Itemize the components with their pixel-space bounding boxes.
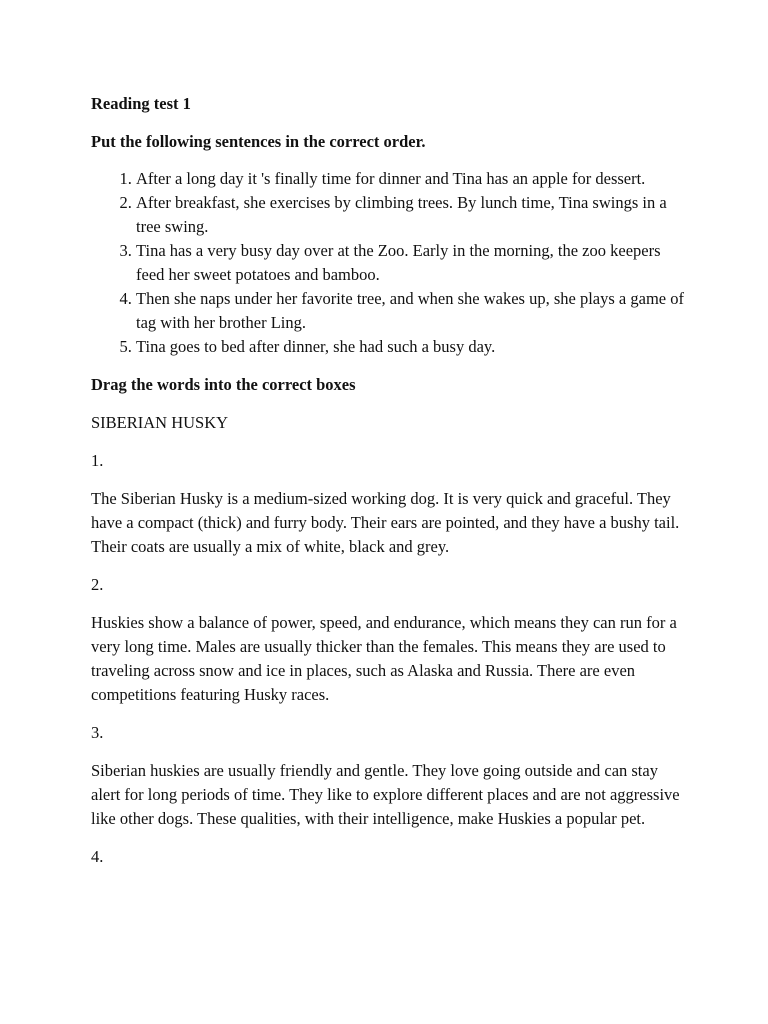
section-number-1: 1. [91, 451, 104, 470]
section-paragraph-3: Siberian huskies are usually friendly and gentle. They love going outside and can stay alert for long periods of time. They like to explore different places and are not aggressive like other dogs. These qualities, with their intelligence, make Huskies a popular pet. [91, 761, 680, 828]
section-number-4: 4. [91, 847, 104, 866]
list-item: 1. After a long day it 's finally time for dinner and Tina has an apple for dessert. [136, 167, 691, 191]
list-item: 2. After breakfast, she exercises by climbing trees. By lunch time, Tina swings in a tree swing. [136, 191, 691, 239]
list-item: 5. Tina goes to bed after dinner, she had such a busy day. [136, 335, 691, 359]
page-title: Reading test 1 [91, 94, 191, 113]
drag-instruction: Drag the words into the correct boxes [91, 375, 356, 394]
order-list [91, 167, 691, 359]
list-item: 4. Then she naps under her favorite tree, and when she wakes up, she plays a game of tag with her brother Ling. [136, 287, 691, 335]
section-number-3: 3. [91, 723, 104, 742]
list-item: 3. Tina has a very busy day over at the Zoo. Early in the morning, the zoo keepers feed her sweet potatoes and bamboo. [136, 239, 691, 287]
section-paragraph-2: Huskies show a balance of power, speed, and endurance, which means they can run for a very long time. Males are usually thicker than the females. This means they are used to traveling across snow and ice in places, such as Alaska and Russia. There are even competitions featuring Husky races. [91, 613, 677, 704]
document-page [91, 92, 691, 883]
section-paragraph-1: The Siberian Husky is a medium-sized working dog. It is very quick and graceful. They have a compact (thick) and furry body. Their ears are pointed, and they have a bushy tail. Their coats are usually a mix of white, black and grey. [91, 489, 680, 556]
section-number-2: 2. [91, 575, 104, 594]
passage-title: SIBERIAN HUSKY [91, 413, 229, 432]
order-instruction: Put the following sentences in the correct order. [91, 132, 426, 151]
